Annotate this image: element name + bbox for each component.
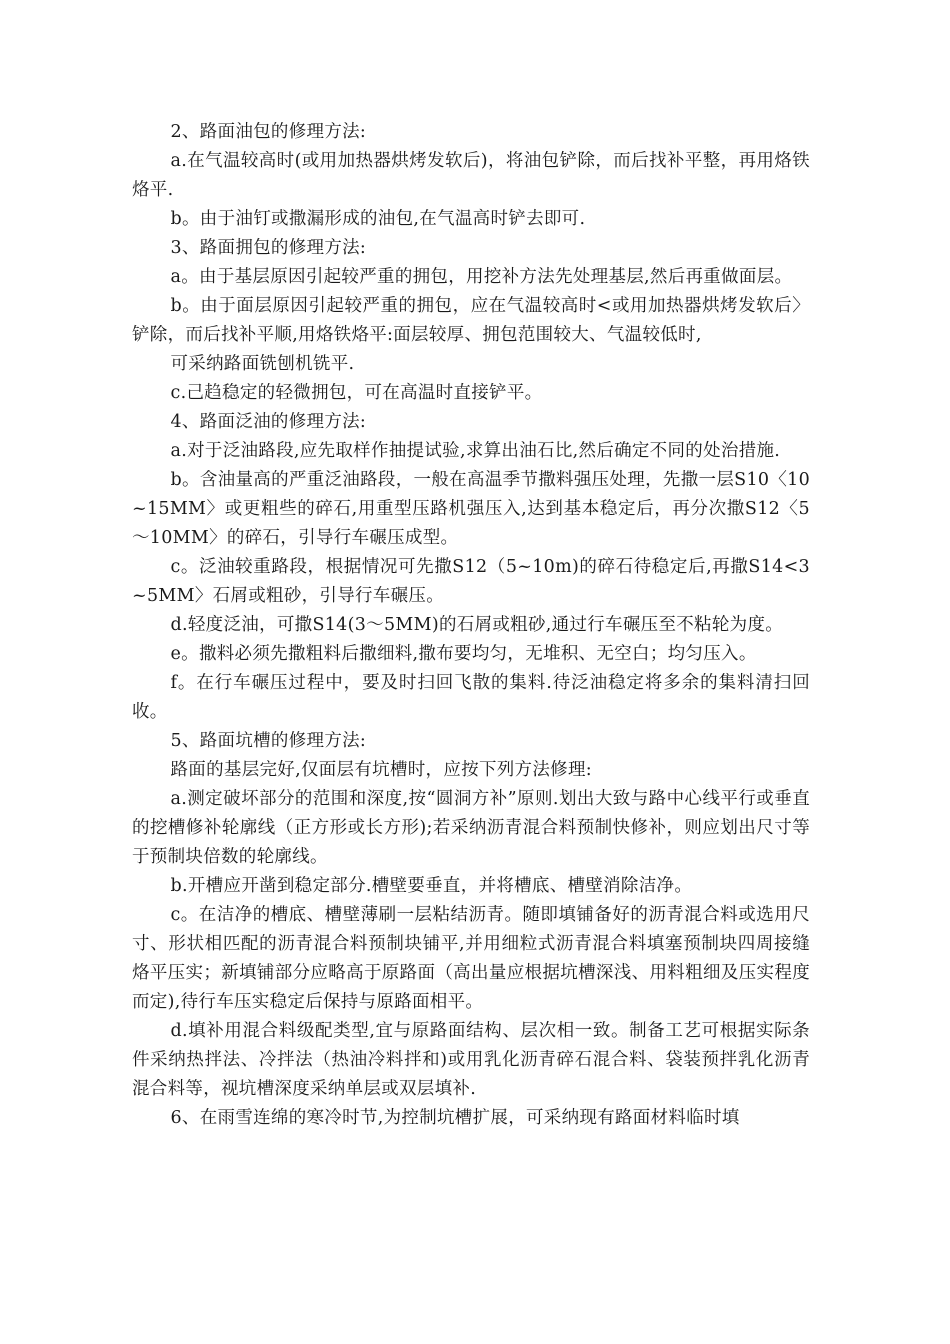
paragraph-bleeding-e: e。撒料必须先撒粗料后撒细料,撒布要均匀，无堆积、无空白；均匀压入。 (170, 644, 757, 664)
paragraph-shoving-b-cont: 可采纳路面铣刨机铣平. (170, 354, 355, 374)
paragraph-pothole-intro: 路面的基层完好,仅面层有坑槽时，应按下列方法修理: (170, 760, 592, 780)
document-body (132, 118, 810, 1133)
paragraph-bleeding-f: f。在行车碾压过程中，要及时扫回飞散的集料.待泛油稳定将多余的集料清扫回收。 (132, 673, 810, 722)
paragraph-oil-bump-a: a.在气温较高时(或用加热器烘烤发软后)，将油包铲除，而后找补平整，再用烙铁烙平. (132, 151, 810, 200)
heading-bleeding-repair: 4、路面泛油的修理方法: (170, 412, 367, 432)
paragraph-pothole-d: d.填补用混合料级配类型,宜与原路面结构、层次相一致。制备工艺可根据实际条件采纳热拌法、冷拌法（热油冷料拌和)或用乳化沥青碎石混合料、袋装预拌乳化沥青混合料等，视坑槽深度采纳单层或双层填补. (132, 1021, 810, 1099)
paragraph-shoving-a: a。由于基层原因引起较严重的拥包，用挖补方法先处理基层,然后再重做面层。 (170, 267, 793, 287)
paragraph-bleeding-b: b。含油量高的严重泛油路段，一般在高温季节撒料强压处理，先撒一层S10〈10~15MM〉或更粗些的碎石,用重型压路机强压入,达到基本稳定后，再分次撒S12〈5～10MM〉的碎石，引导行车碾压成型。 (132, 470, 810, 548)
paragraph-bleeding-d: d.轻度泛油，可撒S14(3～5MM)的石屑或粗砂,通过行车碾压至不粘轮为度。 (170, 615, 784, 635)
heading-pothole-repair: 5、路面坑槽的修理方法: (170, 731, 367, 751)
paragraph-cold-season: 6、在雨雪连绵的寒冷时节,为控制坑槽扩展，可采纳现有路面材料临时填 (170, 1108, 740, 1128)
heading-shoving-repair: 3、路面拥包的修理方法: (170, 238, 367, 258)
paragraph-bleeding-a: a.对于泛油路段,应先取样作抽提试验,求算出油石比,然后确定不同的处治措施. (170, 441, 781, 461)
paragraph-oil-bump-b: b。由于油钉或撒漏形成的油包,在气温高时铲去即可. (170, 209, 586, 229)
paragraph-shoving-c: c.己趋稳定的轻微拥包，可在高温时直接铲平。 (170, 383, 543, 403)
paragraph-bleeding-c: c。泛油较重路段，根据情况可先撒S12（5~10m)的碎石待稳定后,再撒S14<3~5MM〉石屑或粗砂，引导行车碾压。 (132, 557, 810, 606)
paragraph-pothole-c: c。在洁净的槽底、槽壁薄刷一层粘结沥青。随即填铺备好的沥青混合料或选用尺寸、形状相匹配的沥青混合料预制块铺平,并用细粒式沥青混合料填塞预制块四周接缝烙平压实；新填铺部分应略高于原路面（高出量应根据坑槽深浅、用料粗细及压实程度而定),待行车压实稳定后保持与原路面相平。 (132, 905, 810, 1012)
heading-oil-bump-repair: 2、路面油包的修理方法: (170, 122, 367, 142)
paragraph-shoving-b: b。由于面层原因引起较严重的拥包，应在气温较高时<或用加热器烘烤发软后〉铲除，而后找补平顺,用烙铁烙平:面层较厚、拥包范围较大、气温较低时, (132, 296, 810, 345)
paragraph-pothole-b: b.开槽应开凿到稳定部分.槽壁要垂直，并将槽底、槽壁消除洁净。 (170, 876, 693, 896)
paragraph-pothole-a: a.测定破坏部分的范围和深度,按“圆洞方补”原则.划出大致与路中心线平行或垂直的挖槽修补轮廓线（正方形或长方形);若采纳沥青混合料预制快修补，则应划出尺寸等于预制块倍数的轮廓线。 (132, 789, 810, 867)
